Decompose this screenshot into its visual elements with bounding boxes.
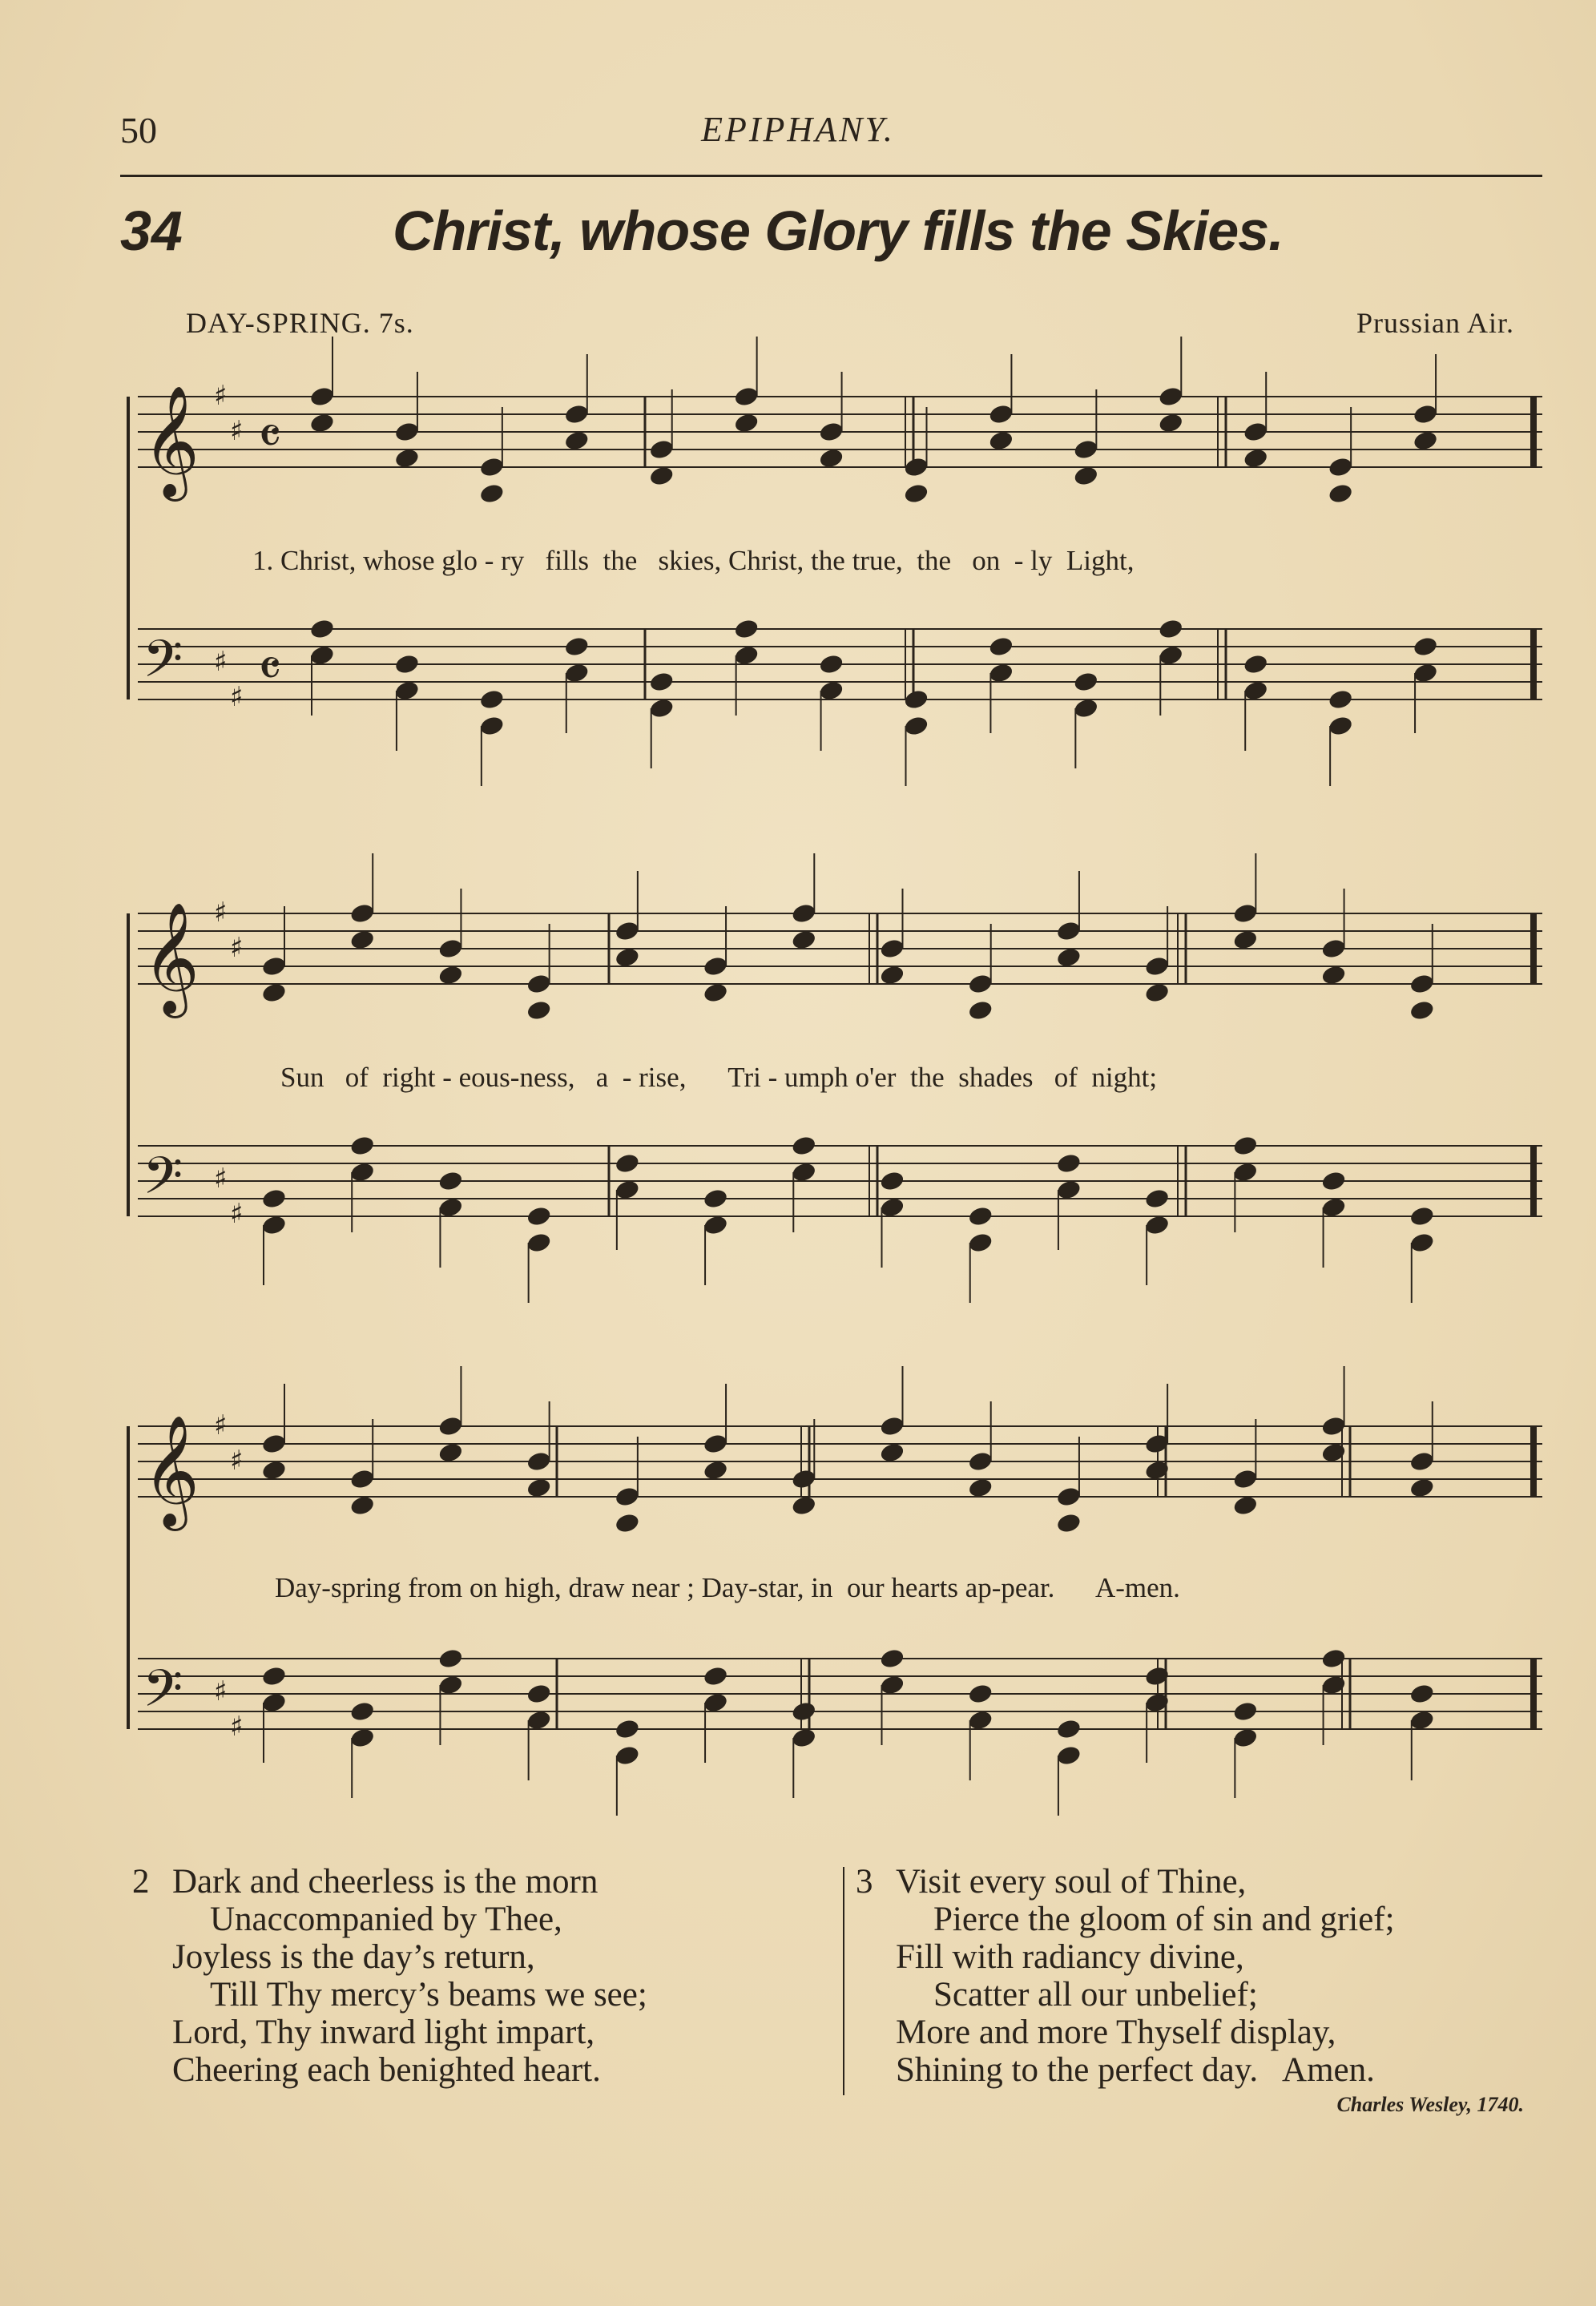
note-head <box>818 421 844 443</box>
note-head <box>260 982 287 1004</box>
note-head <box>1412 635 1438 658</box>
note-head <box>260 1459 287 1482</box>
note-head <box>260 955 287 978</box>
note-head <box>563 635 590 658</box>
note-head <box>1073 671 1099 693</box>
note-head <box>791 929 817 951</box>
note-head <box>349 1700 376 1723</box>
note-head <box>879 1441 905 1464</box>
note-head <box>308 644 335 667</box>
note-head <box>1158 618 1184 640</box>
note-head <box>879 1415 905 1437</box>
note-head <box>1232 1161 1259 1183</box>
note-head <box>1055 1744 1082 1767</box>
note-head <box>648 465 675 487</box>
page-number: 50 <box>120 110 157 151</box>
note-head <box>437 937 464 960</box>
bass-clef-icon: 𝄢 <box>143 630 183 702</box>
note-head <box>967 1205 993 1228</box>
note-head <box>308 412 335 434</box>
note-head <box>648 671 675 693</box>
note-head <box>1232 902 1259 925</box>
note-head <box>1243 653 1269 675</box>
note-head <box>702 982 728 1004</box>
note-head <box>260 1433 287 1455</box>
note-head <box>614 1718 640 1740</box>
note-head <box>1409 1477 1435 1499</box>
note-head <box>526 999 552 1022</box>
note-head <box>733 618 760 640</box>
note-head <box>879 1196 905 1219</box>
running-title: EPIPHANY. <box>701 110 895 149</box>
note-head <box>526 1683 552 1705</box>
note-head <box>1073 465 1099 487</box>
note-head <box>563 429 590 452</box>
note-head <box>349 902 376 925</box>
sharp-icon: ♯ <box>214 380 228 412</box>
note-head <box>1232 1727 1259 1749</box>
note-head <box>988 635 1014 658</box>
note-head <box>1409 1709 1435 1732</box>
note-head <box>1409 999 1435 1022</box>
verse-3 <box>856 1863 1395 2089</box>
note-head <box>702 1214 728 1236</box>
note-head <box>1055 1152 1082 1175</box>
note-head <box>1320 1170 1347 1192</box>
bass-clef-icon: 𝄢 <box>143 1659 183 1732</box>
note-head <box>1409 1683 1435 1705</box>
note-head <box>967 1477 993 1499</box>
note-head <box>1409 1232 1435 1254</box>
treble-clef-icon: 𝄞 <box>143 902 200 1014</box>
note-head <box>614 1744 640 1767</box>
note-head <box>526 1709 552 1732</box>
note-head <box>437 1170 464 1192</box>
note-head <box>1055 1512 1082 1534</box>
note-head <box>563 403 590 425</box>
sharp-icon: ♯ <box>214 1163 228 1195</box>
note-head <box>879 937 905 960</box>
note-head <box>1320 1415 1347 1437</box>
note-head <box>1412 662 1438 684</box>
note-head <box>393 447 420 470</box>
note-head <box>702 955 728 978</box>
note-head <box>648 697 675 720</box>
note-head <box>702 1187 728 1210</box>
verse-line: Shining to the perfect day. Amen. <box>896 2051 1375 2089</box>
note-head <box>614 1179 640 1201</box>
note-head <box>1055 1179 1082 1201</box>
note-head <box>791 1727 817 1749</box>
note-head <box>702 1459 728 1482</box>
note-head <box>478 482 505 505</box>
note-head <box>791 1468 817 1490</box>
note-head <box>1243 679 1269 702</box>
note-head <box>1144 982 1171 1004</box>
note-head <box>1412 403 1438 425</box>
note-head <box>1412 429 1438 452</box>
note-head <box>1232 1700 1259 1723</box>
note-head <box>478 456 505 478</box>
note-head <box>1409 973 1435 995</box>
note-head <box>648 438 675 461</box>
note-head <box>1158 644 1184 667</box>
note-head <box>967 1450 993 1473</box>
note-head <box>393 653 420 675</box>
note-head <box>879 1170 905 1192</box>
note-head <box>526 1205 552 1228</box>
bass-clef-icon: 𝄢 <box>143 1147 183 1219</box>
note-head <box>879 1647 905 1670</box>
common-time-icon: 𝄴 <box>258 638 282 699</box>
verse-line: Unaccompanied by Thee, <box>210 1901 562 1938</box>
verse-line: Pierce the gloom of sin and grief; <box>933 1901 1395 1938</box>
note-head <box>1232 1494 1259 1517</box>
note-head <box>818 679 844 702</box>
author-attribution: Charles Wesley, 1740. <box>1336 2093 1524 2116</box>
note-head <box>1328 715 1354 737</box>
lyric-line-3: Day-spring from on high, draw near ; Day-star, in our hearts ap-pear. A-men. <box>275 1572 1180 1603</box>
verse-line: Fill with radiancy divine, <box>896 1938 1244 1976</box>
treble-clef-icon: 𝄞 <box>143 1415 200 1526</box>
note-head <box>1232 1468 1259 1490</box>
common-time-icon: 𝄴 <box>258 405 282 467</box>
note-head <box>1328 456 1354 478</box>
note-head <box>260 1214 287 1236</box>
note-head <box>260 1187 287 1210</box>
note-head <box>349 1494 376 1517</box>
note-head <box>349 1135 376 1157</box>
note-head <box>526 973 552 995</box>
tune-source: Prussian Air. <box>1356 307 1514 339</box>
sharp-icon: ♯ <box>230 932 244 964</box>
note-head <box>1320 964 1347 986</box>
treble-clef-icon: 𝄞 <box>143 385 200 497</box>
sharp-icon: ♯ <box>214 897 228 929</box>
note-head <box>1328 688 1354 711</box>
sharp-icon: ♯ <box>230 1711 244 1743</box>
note-head <box>791 902 817 925</box>
note-head <box>967 1709 993 1732</box>
note-head <box>308 618 335 640</box>
note-head <box>478 688 505 711</box>
note-head <box>349 1468 376 1490</box>
note-head <box>260 1665 287 1687</box>
note-head <box>818 447 844 470</box>
verse-column-divider <box>843 1867 844 2095</box>
note-head <box>1073 438 1099 461</box>
lyric-line-1: 1. Christ, whose glo - ry fills the skies, Christ, the true, the on - ly Light, <box>252 545 1135 576</box>
note-head <box>1232 929 1259 951</box>
note-head <box>349 1727 376 1749</box>
note-head <box>1055 920 1082 942</box>
sharp-icon: ♯ <box>230 1445 244 1477</box>
note-head <box>1320 937 1347 960</box>
note-head <box>563 662 590 684</box>
note-head <box>526 1232 552 1254</box>
note-head <box>903 715 929 737</box>
verse-number: 2 <box>132 1863 150 1901</box>
note-head <box>818 653 844 675</box>
note-head <box>791 1161 817 1183</box>
note-head <box>903 482 929 505</box>
note-head <box>526 1477 552 1499</box>
sharp-icon: ♯ <box>214 646 228 678</box>
tune-name: DAY-SPRING. 7s. <box>186 307 414 339</box>
note-head <box>1144 1214 1171 1236</box>
sharp-icon: ♯ <box>214 1409 228 1441</box>
note-head <box>967 1232 993 1254</box>
note-head <box>1055 1486 1082 1508</box>
note-head <box>988 403 1014 425</box>
note-head <box>1055 1718 1082 1740</box>
note-head <box>1144 955 1171 978</box>
note-head <box>437 964 464 986</box>
note-head <box>437 1647 464 1670</box>
verse-line: Lord, Thy inward light impart, <box>172 2014 595 2051</box>
note-head <box>526 1450 552 1473</box>
verse-line: Dark and cheerless is the morn <box>172 1863 598 1901</box>
note-head <box>733 385 760 408</box>
note-head <box>614 946 640 969</box>
hymn-number: 34 <box>120 200 183 262</box>
note-head <box>1328 482 1354 505</box>
note-head <box>1320 1441 1347 1464</box>
sharp-icon: ♯ <box>230 681 244 713</box>
note-head <box>614 920 640 942</box>
note-head <box>1073 697 1099 720</box>
note-head <box>1055 946 1082 969</box>
note-head <box>437 1196 464 1219</box>
note-head <box>1243 447 1269 470</box>
note-head <box>478 715 505 737</box>
note-head <box>349 929 376 951</box>
verse-line: Joyless is the day’s return, <box>172 1938 535 1976</box>
note-head <box>349 1161 376 1183</box>
verse-2 <box>132 1863 647 2089</box>
note-head <box>260 1691 287 1714</box>
hymn-title: Christ, whose Glory fills the Skies. <box>393 200 1284 262</box>
note-head <box>988 662 1014 684</box>
note-head <box>967 973 993 995</box>
note-head <box>791 1700 817 1723</box>
note-head <box>702 1691 728 1714</box>
note-head <box>702 1665 728 1687</box>
note-head <box>614 1512 640 1534</box>
note-head <box>1320 1674 1347 1696</box>
note-head <box>879 964 905 986</box>
verse-line: Cheering each benighted heart. <box>172 2051 601 2089</box>
verse-line: More and more Thyself display, <box>896 2014 1336 2051</box>
sharp-icon: ♯ <box>214 1675 228 1707</box>
note-head <box>1243 421 1269 443</box>
note-head <box>903 688 929 711</box>
note-head <box>308 385 335 408</box>
note-head <box>967 1683 993 1705</box>
note-head <box>393 421 420 443</box>
sharp-icon: ♯ <box>230 415 244 447</box>
note-head <box>437 1441 464 1464</box>
lyric-line-2: Sun of right - eous-ness, a - rise, Tri - umph o'er the shades of night; <box>280 1062 1158 1093</box>
note-head <box>903 456 929 478</box>
note-head <box>791 1494 817 1517</box>
note-head <box>393 679 420 702</box>
note-head <box>437 1415 464 1437</box>
note-head <box>614 1152 640 1175</box>
note-head <box>1409 1450 1435 1473</box>
note-head <box>879 1674 905 1696</box>
sharp-icon: ♯ <box>230 1198 244 1230</box>
note-head <box>733 412 760 434</box>
note-head <box>1409 1205 1435 1228</box>
verse-line: Scatter all our unbelief; <box>933 1976 1258 2014</box>
note-head <box>1320 1196 1347 1219</box>
note-head <box>791 1135 817 1157</box>
note-head <box>733 644 760 667</box>
note-head <box>967 999 993 1022</box>
note-head <box>1158 412 1184 434</box>
verse-number: 3 <box>856 1863 873 1901</box>
note-head <box>988 429 1014 452</box>
note-head <box>1144 1187 1171 1210</box>
note-head <box>702 1433 728 1455</box>
note-head <box>1320 1647 1347 1670</box>
note-head <box>614 1486 640 1508</box>
verse-line: Till Thy mercy’s beams we see; <box>210 1976 647 2014</box>
note-head <box>1232 1135 1259 1157</box>
note-head <box>437 1674 464 1696</box>
verse-line: Visit every soul of Thine, <box>896 1863 1247 1901</box>
note-head <box>1158 385 1184 408</box>
